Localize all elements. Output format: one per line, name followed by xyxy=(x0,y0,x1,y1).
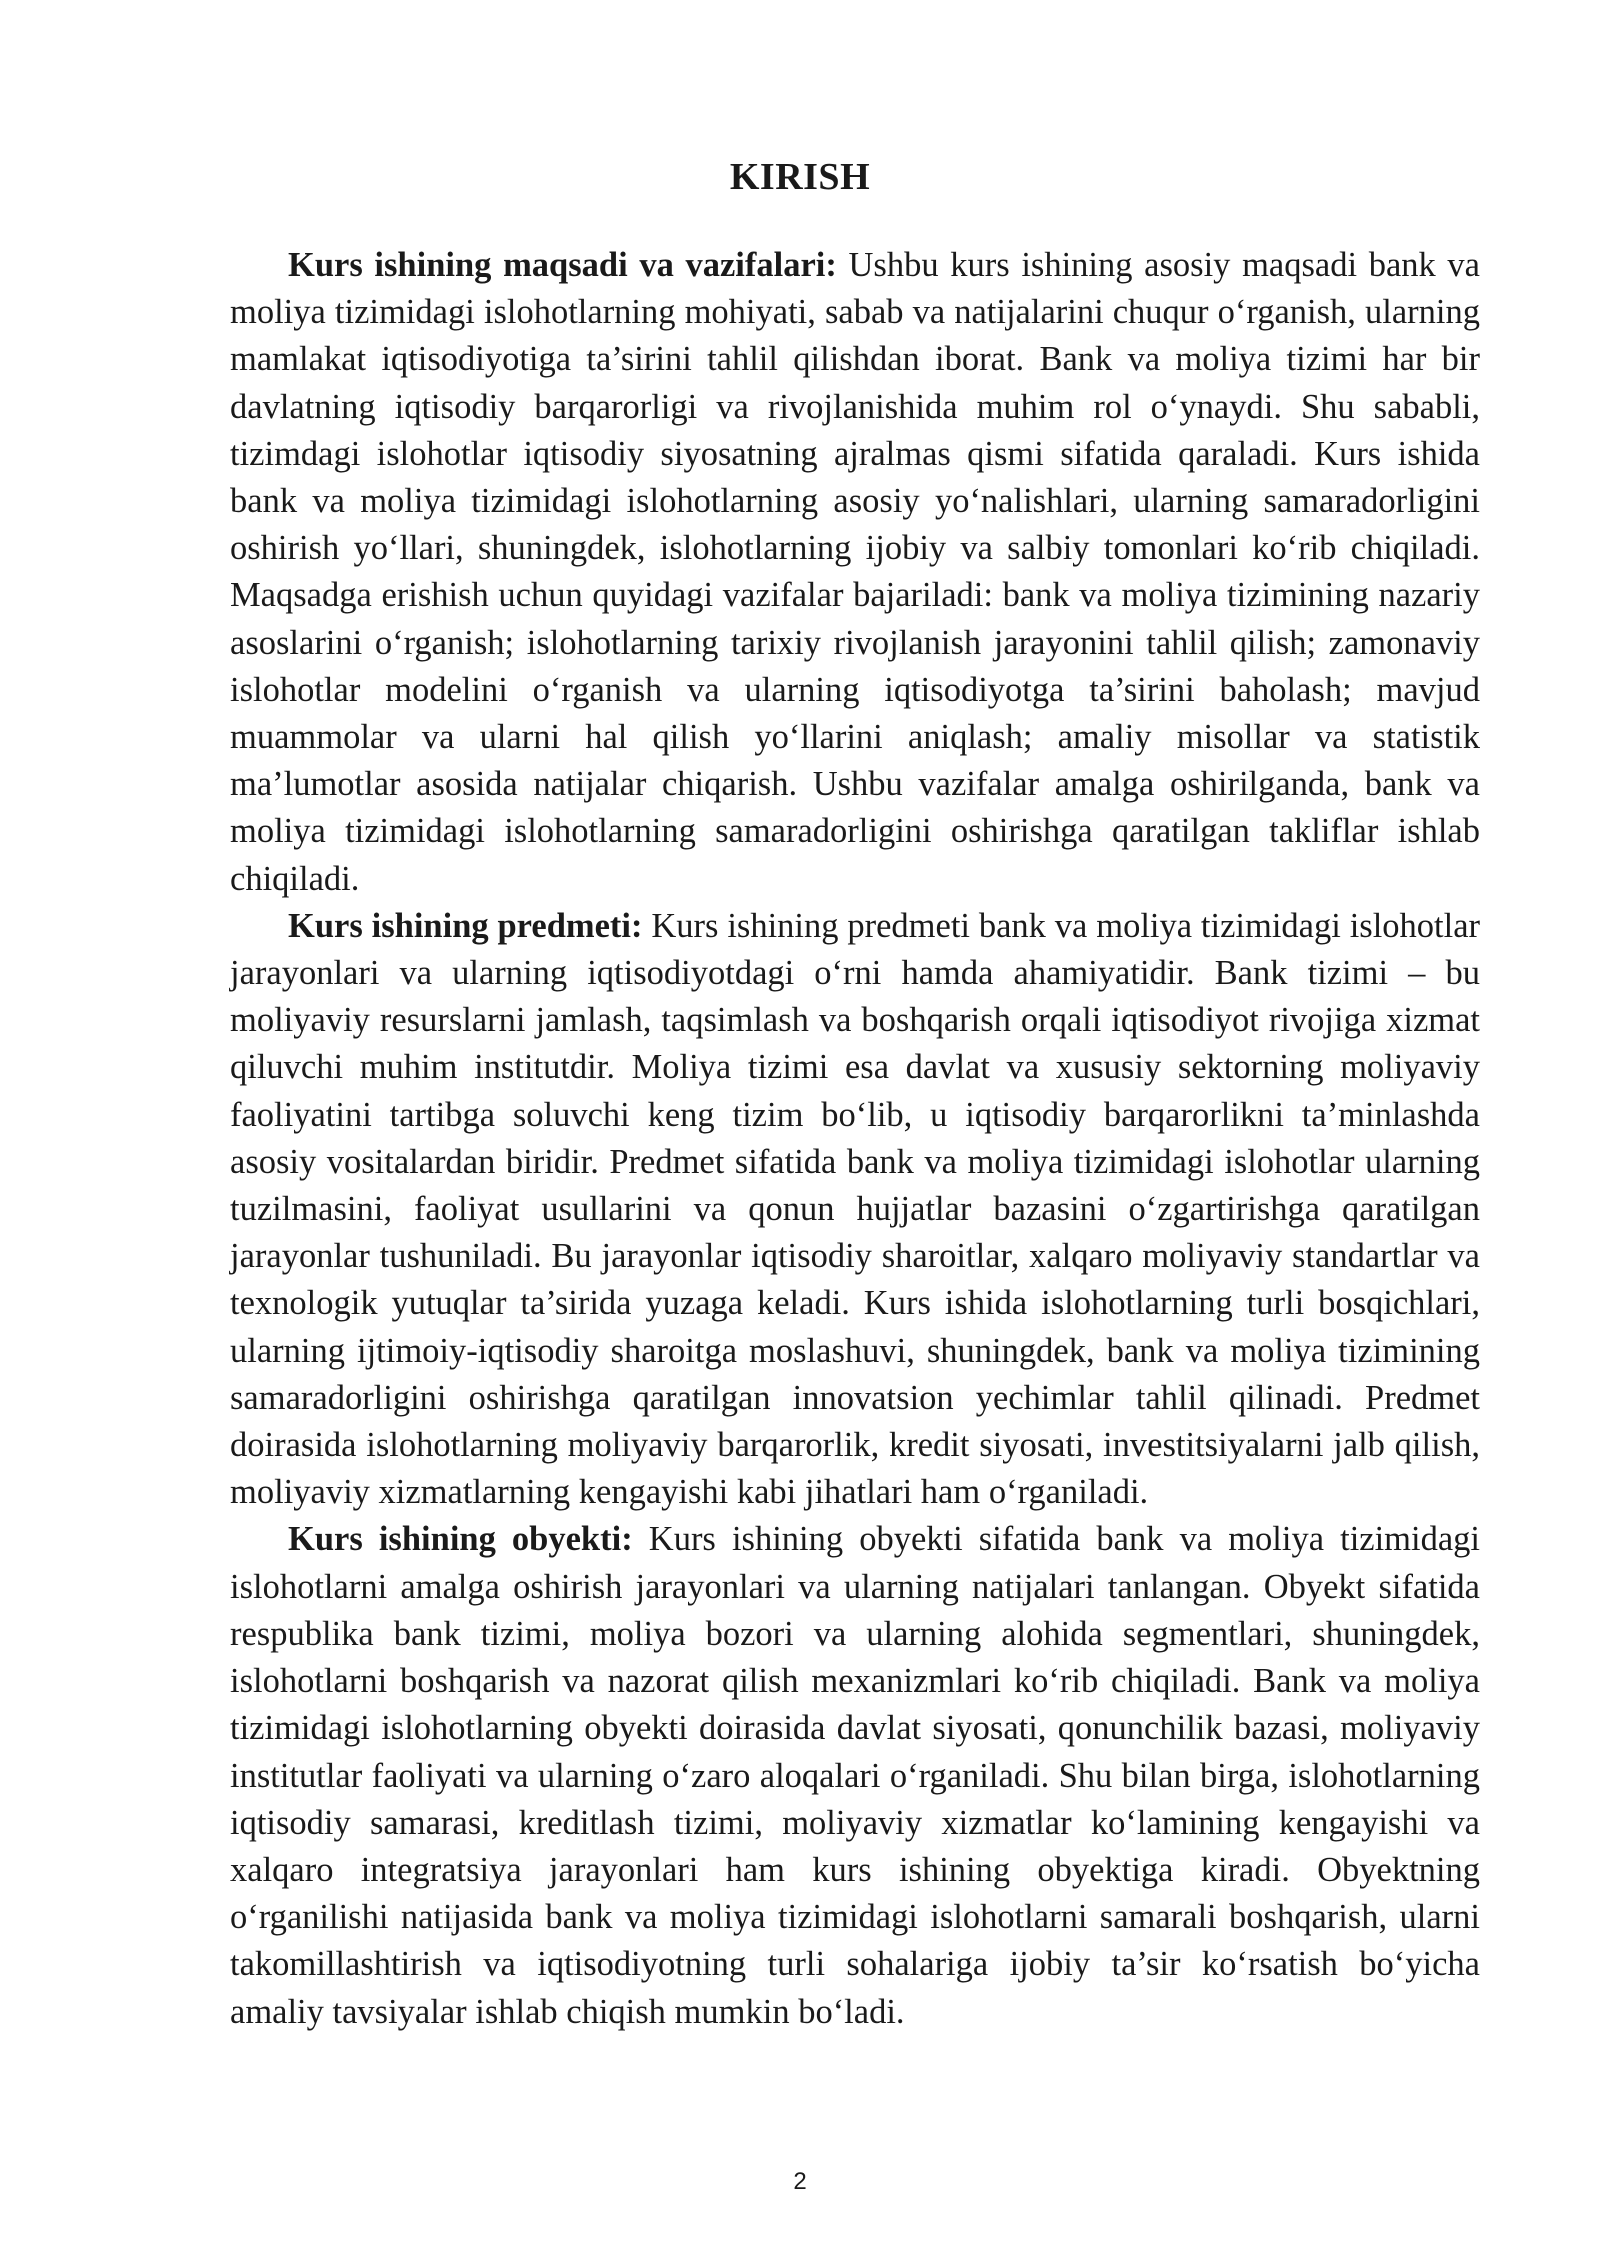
section-title: KIRISH xyxy=(729,156,871,198)
paragraph-object xyxy=(230,1516,1480,2035)
paragraph-text: Kurs ishining predmeti bank va moliya tizimidagi islohotlar jarayonlari va ularning iqtisodiyotdagi o‘rni hamda ahamiyatidir. Bank tizimi – bu moliyaviy resurslarni jamlash, taqsimlash va boshqarish orqali iqtisodiyot rivojiga xizmat qiluvchi muhim institutdir. Moliya tizimi esa davlat va xususiy sektorning moliyaviy faoliyatini tartibga soluvchi keng tizim bo‘lib, u iqtisodiy barqarorlikni ta’minlashda asosiy vositalardan biridir. Predmet sifatida bank va moliya tizimidagi islohotlar ularning tuzilmasini, faoliyat usullarini va qonun hujjatlar bazasini o‘zgartirishga qaratilgan jarayonlar tushuniladi. Bu jarayonlar iqtisodiy sharoitlar, xalqaro moliyaviy standartlar va texnologik yutuqlar ta’sirida yuzaga keladi. Kurs ishida islohotlarning turli bosqichlari, ularning ijtimoiy-iqtisodiy sharoitga moslashuvi, shuningdek, bank va moliya tizimining samaradorligini oshirishga qaratilgan innovatsion yechimlar tahlil qilinadi. Predmet doirasida islohotlarning moliyaviy barqarorlik, kredit siyosati, investitsiyalarni jalb qilish, moliyaviy xizmatlarning kengayishi kabi jihatlari ham o‘rganiladi. xyxy=(230,906,1481,1512)
paragraph-text: Ushbu kurs ishining asosiy maqsadi bank va moliya tizimidagi islohotlarning mohiyati, sabab va natijalarini chuqur o‘rganish, ularning mamlakat iqtisodiyotiga ta’sirini tahlil qilishdan iborat. Bank va moliya tizimi har bir davlatning iqtisodiy barqarorligi va rivojlanishida muhim rol o‘ynaydi. Shu sababli, tizimdagi islohotlar iqtisodiy siyosatning ajralmas qismi sifatida qaraladi. Kurs ishida bank va moliya tizimidagi islohotlarning asosiy yo‘nalishlari, ularning samaradorligini oshirish yo‘llari, shuningdek, islohotlarning ijobiy va salbiy tomonlari ko‘rib chiqiladi. Maqsadga erishish uchun quyidagi vazifalar bajariladi: bank va moliya tizimining nazariy asoslarini o‘rganish; islohotlarning tarixiy rivojlanish jarayonini tahlil qilish; zamonaviy islohotlar modelini o‘rganish va ularning iqtisodiyotga ta’sirini baholash; mavjud muammolar va ularni hal qilish yo‘llarini aniqlash; amaliy misollar va statistik ma’lumotlar asosida natijalar chiqarish. Ushbu vazifalar amalga oshirilganda, bank va moliya tizimidagi islohotlarning samaradorligini oshirishga qaratilgan takliflar ishlab chiqiladi. xyxy=(230,246,1480,898)
body-text xyxy=(230,242,1480,2036)
paragraph-goals xyxy=(230,242,1480,903)
paragraph-lead: Kurs ishining predmeti: xyxy=(288,906,643,945)
paragraph-lead: Kurs ishining maqsadi va vazifalari: xyxy=(288,246,837,284)
paragraph-text: Kurs ishining obyekti sifatida bank va moliya tizimidagi islohotlarni amalga oshirish jarayonlari va ularning natijalari tanlangan. Obyekt sifatida respublika bank tizimi, moliya bozori va ularning alohida segmentlari, shuningdek, islohotlarni boshqarish va nazorat qilish mexanizmlari ko‘rib chiqiladi. Bank va moliya tizimidagi islohotlarning obyekti doirasida davlat siyosati, qonunchilik bazasi, moliyaviy institutlar faoliyati va ularning o‘zaro aloqalari o‘rganiladi. Shu bilan birga, islohotlarning iqtisodiy samarasi, kreditlash tizimi, moliyaviy xizmatlar ko‘lamining kengayishi va xalqaro integratsiya jarayonlari ham kurs ishining obyektiga kiradi. Obyektning o‘rganilishi natijasida bank va moliya tizimidagi islohotlarni samarali boshqarish, ularni takomillashtirish va iqtisodiyotning turli sohalariga ijobiy ta’sir ko‘rsatish bo‘yicha amaliy tavsiyalar ishlab chiqish mumkin bo‘ladi. xyxy=(230,1520,1481,2031)
paragraph-lead: Kurs ishining obyekti: xyxy=(288,1520,633,1559)
paragraph-subject xyxy=(230,903,1480,1517)
page-number: 2 xyxy=(793,2168,807,2195)
